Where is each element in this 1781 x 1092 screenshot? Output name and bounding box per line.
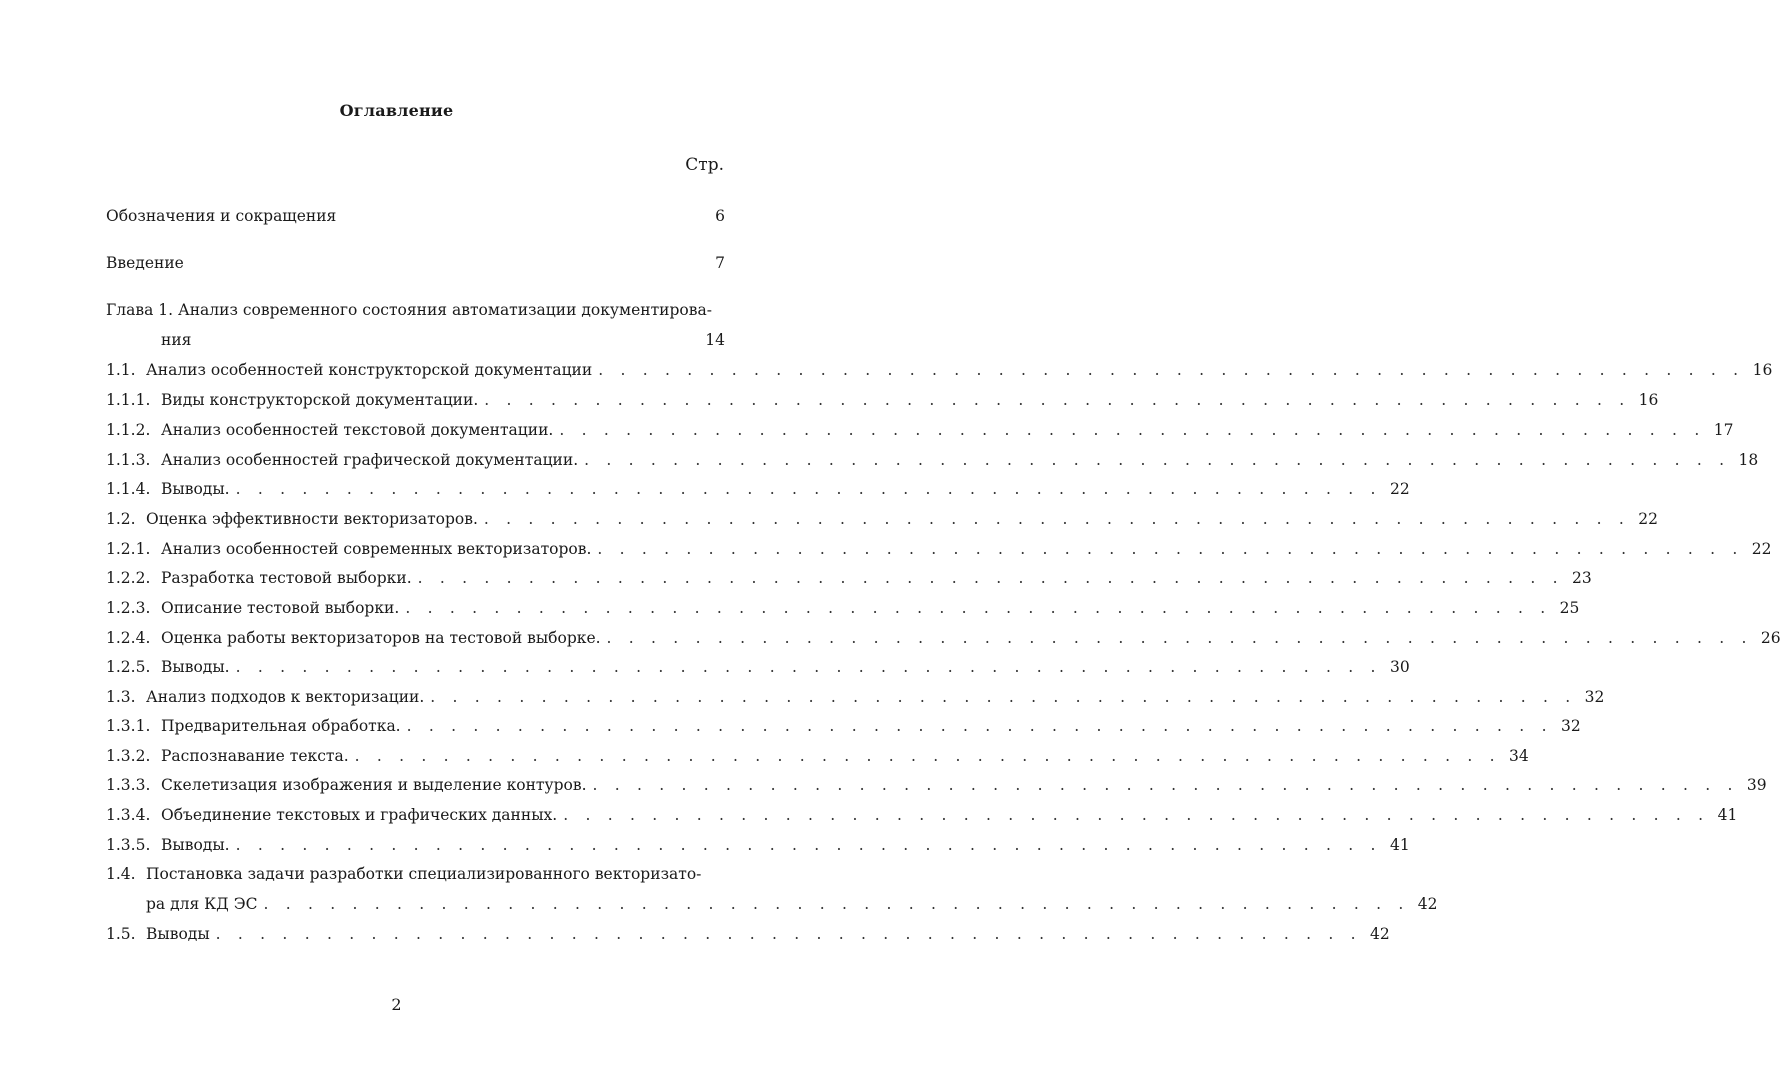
toc-entry-1-1-2[interactable] bbox=[106, 419, 1734, 441]
toc-entry-chapter-1[interactable] bbox=[106, 299, 725, 321]
toc-entry-1-3-2[interactable] bbox=[106, 745, 1529, 767]
toc-entry-title: Введение bbox=[106, 254, 184, 272]
toc-entry-title: Выводы. bbox=[161, 836, 230, 854]
toc-entry-title: Постановка задачи разработки специализированного векторизато- bbox=[146, 865, 702, 883]
toc-entry-number: 1.2.3. bbox=[106, 599, 151, 617]
leader-dots: . . . . . . . . . . . . . . . . . . . . . . . . . . . . . . . . . . . . . . . . . . . . . . . . . . . . bbox=[484, 391, 1631, 409]
toc-entry-title: Скелетизация изображения и выделение контуров. bbox=[161, 776, 587, 794]
toc-entry-number: 1.1.1. bbox=[106, 391, 151, 409]
toc-entry-number: 1.3.3. bbox=[106, 776, 151, 794]
toc-entry-1-1-4[interactable] bbox=[106, 478, 1410, 500]
toc-entry-title: Выводы bbox=[146, 925, 210, 943]
toc-entry-number: 1.2. bbox=[106, 510, 136, 528]
toc-entry-chapter-1-cont[interactable] bbox=[161, 329, 725, 351]
toc-entry-page: 17 bbox=[1713, 421, 1734, 439]
toc-entry-number: 1.1.2. bbox=[106, 421, 151, 439]
toc-entry-1-4-cont[interactable] bbox=[146, 893, 1438, 915]
toc-entry-introduction[interactable] bbox=[106, 252, 725, 274]
toc-entry-title: Распознавание текста. bbox=[161, 747, 349, 765]
toc-entry-number: 1.3.5. bbox=[106, 836, 151, 854]
toc-entry-1-3-4[interactable] bbox=[106, 804, 1738, 826]
leader-dots: . . . . . . . . . . . . . . . . . . . . . . . . . . . . . . . . . . . . . . . . . . . . . . . . . . . . bbox=[597, 540, 1744, 558]
leader-dots: . . . . . . . . . . . . . . . . . . . . . . . . . . . . . . . . . . . . . . . . . . . . . . . . . . . . bbox=[592, 776, 1739, 794]
toc-entry-number: 1.2.5. bbox=[106, 658, 151, 676]
toc-entry-number: 1.2.1. bbox=[106, 540, 151, 558]
toc-entry-page: 22 bbox=[1638, 510, 1658, 528]
leader-dots: . . . . . . . . . . . . . . . . . . . . . . . . . . . . . . . . . . . . . . . . . . . . . . . . . . . . bbox=[406, 717, 1553, 735]
toc-entry-title-cont: ния bbox=[161, 331, 192, 349]
toc-entry-title: Разработка тестовой выборки. bbox=[161, 569, 412, 587]
toc-entry-title: Анализ подходов к векторизации. bbox=[146, 688, 425, 706]
toc-entry-1-2-1[interactable] bbox=[106, 538, 1772, 560]
leader-dots: . . . . . . . . . . . . . . . . . . . . . . . . . . . . . . . . . . . . . . . . . . . . . . . . . . . . bbox=[263, 895, 1410, 913]
toc-entry-page: 16 bbox=[1752, 361, 1773, 379]
toc-entry-page: 39 bbox=[1746, 776, 1767, 794]
toc-entry-page: 41 bbox=[1389, 836, 1410, 854]
page-title: Оглавление bbox=[339, 101, 454, 120]
toc-entry-number: 1.1. bbox=[106, 361, 136, 379]
leader-dots: . . . . . . . . . . . . . . . . . . . . . . . . . . . . . . . . . . . . . . . . . . . . . . . . . . . . bbox=[405, 599, 1552, 617]
toc-entry-page: 14 bbox=[705, 331, 725, 349]
toc-entry-title: Анализ особенностей конструкторской документации bbox=[146, 361, 593, 379]
toc-entry-title: Описание тестовой выборки. bbox=[161, 599, 400, 617]
toc-entry-1-2-3[interactable] bbox=[106, 597, 1580, 619]
leader-dots: . . . . . . . . . . . . . . . . . . . . . . . . . . . . . . . . . . . . . . . . . . . . . . . . . . . . bbox=[235, 836, 1382, 854]
toc-entry-page: 22 bbox=[1389, 480, 1410, 498]
toc-entry-page: 26 bbox=[1760, 629, 1781, 647]
toc-entry-1-1-1[interactable] bbox=[106, 389, 1659, 411]
leader-dots: . . . . . . . . . . . . . . . . . . . . . . . . . . . . . . . . . . . . . . . . . . . . . . . . . . . . bbox=[215, 925, 1362, 943]
toc-entry-page: 23 bbox=[1572, 569, 1592, 587]
toc-entry-1-5[interactable] bbox=[106, 923, 1390, 945]
toc-entry-number: 1.4. bbox=[106, 865, 136, 883]
toc-entry-page: 34 bbox=[1509, 747, 1529, 765]
leader-dots: . . . . . . . . . . . . . . . . . . . . . . . . . . . . . . . . . . . . . . . . . . . . . . . . . . . . bbox=[606, 629, 1753, 647]
toc-entry-1-1[interactable] bbox=[106, 359, 1773, 381]
leader-dots: . . . . . . . . . . . . . . . . . . . . . . . . . . . . . . . . . . . . . . . . . . . . . . . . . . . . bbox=[483, 510, 1630, 528]
toc-entry-page: 42 bbox=[1370, 925, 1390, 943]
toc-entry-title: Обозначения и сокращения bbox=[106, 207, 337, 225]
toc-entry-title: Оценка работы векторизаторов на тестовой выборке. bbox=[161, 629, 601, 647]
toc-entry-page: 32 bbox=[1560, 717, 1581, 735]
leader-dots: . . . . . . . . . . . . . . . . . . . . . . . . . . . . . . . . . . . . . . . . . . . . . . . . . . . . bbox=[235, 658, 1382, 676]
toc-entry-number: 1.3.4. bbox=[106, 806, 151, 824]
toc-entry-1-3-1[interactable] bbox=[106, 715, 1581, 737]
toc-entry-page: 42 bbox=[1417, 895, 1438, 913]
toc-entry-1-3-3[interactable] bbox=[106, 774, 1767, 796]
page-number: 2 bbox=[391, 995, 402, 1014]
toc-entry-title: Объединение текстовых и графических данных. bbox=[161, 806, 558, 824]
toc-entry-page: 41 bbox=[1717, 806, 1738, 824]
toc-entry-1-3[interactable] bbox=[106, 686, 1605, 708]
toc-entry-abbreviations[interactable] bbox=[106, 205, 725, 227]
leader-dots: . . . . . . . . . . . . . . . . . . . . . . . . . . . . . . . . . . . . . . . . . . . . . . . . . . . . bbox=[354, 747, 1501, 765]
leader-dots: . . . . . . . . . . . . . . . . . . . . . . . . . . . . . . . . . . . . . . . . . . . . . . . . . . . . bbox=[430, 688, 1577, 706]
toc-entry-number: 1.1.3. bbox=[106, 451, 151, 469]
toc-entry-number: 1.5. bbox=[106, 925, 136, 943]
toc-entry-title-cont: ра для КД ЭС bbox=[146, 895, 258, 913]
page-column-label: Стр. bbox=[685, 155, 724, 175]
toc-entry-page: 6 bbox=[715, 207, 725, 225]
toc-entry-number: 1.3. bbox=[106, 688, 136, 706]
toc-entry-page: 18 bbox=[1738, 451, 1759, 469]
leader-dots: . . . . . . . . . . . . . . . . . . . . . . . . . . . . . . . . . . . . . . . . . . . . . . . . . . . . bbox=[559, 421, 1706, 439]
leader-dots: . . . . . . . . . . . . . . . . . . . . . . . . . . . . . . . . . . . . . . . . . . . . . . . . . . . . bbox=[235, 480, 1382, 498]
toc-entry-1-2-2[interactable] bbox=[106, 567, 1592, 589]
toc-entry-1-1-3[interactable] bbox=[106, 449, 1759, 471]
toc-entry-title: Выводы. bbox=[161, 658, 230, 676]
toc-entry-1-2[interactable] bbox=[106, 508, 1658, 530]
toc-entry-title: Предварительная обработка. bbox=[161, 717, 401, 735]
toc-entry-1-2-5[interactable] bbox=[106, 656, 1410, 678]
toc-entry-title: Виды конструкторской документации. bbox=[161, 391, 479, 409]
toc-entry-1-2-4[interactable] bbox=[106, 627, 1781, 649]
toc-entry-1-4[interactable] bbox=[106, 863, 725, 885]
leader-dots: . . . . . . . . . . . . . . . . . . . . . . . . . . . . . . . . . . . . . . . . . . . . . . . . . . . . bbox=[417, 569, 1564, 587]
toc-entry-number: 1.3.2. bbox=[106, 747, 151, 765]
toc-entry-page: 22 bbox=[1751, 540, 1772, 558]
toc-entry-1-3-5[interactable] bbox=[106, 834, 1410, 856]
toc-entry-title: Глава 1. Анализ современного состояния автоматизации документирова- bbox=[106, 301, 712, 319]
toc-entry-title: Анализ особенностей графической документации. bbox=[161, 451, 579, 469]
toc-entry-number: 1.2.2. bbox=[106, 569, 151, 587]
leader-dots: . . . . . . . . . . . . . . . . . . . . . . . . . . . . . . . . . . . . . . . . . . . . . . . . . . . . bbox=[563, 806, 1710, 824]
toc-entry-page: 16 bbox=[1638, 391, 1659, 409]
toc-entry-number: 1.1.4. bbox=[106, 480, 151, 498]
toc-entry-page: 7 bbox=[715, 254, 725, 272]
toc-entry-number: 1.3.1. bbox=[106, 717, 151, 735]
toc-entry-title: Анализ особенностей текстовой документации. bbox=[161, 421, 554, 439]
toc-entry-title: Оценка эффективности векторизаторов. bbox=[146, 510, 478, 528]
leader-dots: . . . . . . . . . . . . . . . . . . . . . . . . . . . . . . . . . . . . . . . . . . . . . . . . . . . . bbox=[584, 451, 1731, 469]
toc-entry-title: Выводы. bbox=[161, 480, 230, 498]
toc-entry-page: 25 bbox=[1559, 599, 1580, 617]
toc-entry-title: Анализ особенностей современных векторизаторов. bbox=[161, 540, 592, 558]
toc-entry-number: 1.2.4. bbox=[106, 629, 151, 647]
leader-dots: . . . . . . . . . . . . . . . . . . . . . . . . . . . . . . . . . . . . . . . . . . . . . . . . . . . . bbox=[598, 361, 1745, 379]
toc-entry-page: 32 bbox=[1584, 688, 1605, 706]
toc-entry-page: 30 bbox=[1389, 658, 1410, 676]
